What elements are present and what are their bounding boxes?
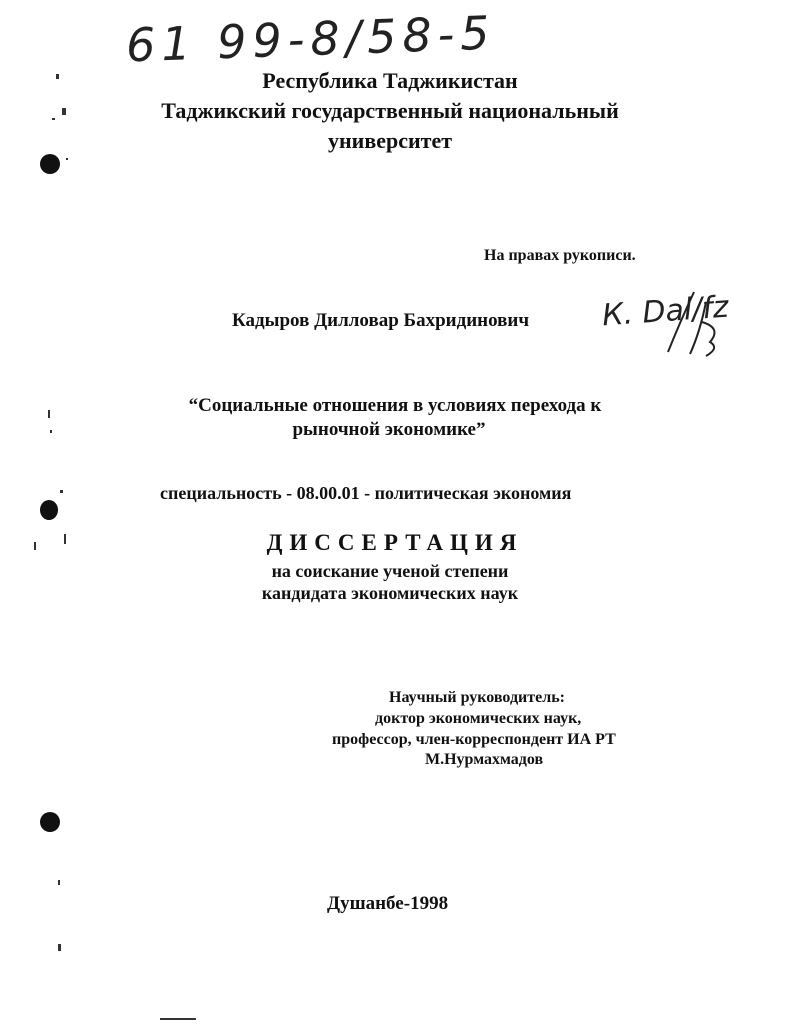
supervisor-degree: доктор экономических наук, <box>375 710 582 727</box>
punch-hole-mark <box>40 500 58 520</box>
supervisor-name: М.Нурмахмадов <box>425 751 544 768</box>
specialty-line: специальность - 08.00.01 - политическая экономия <box>160 483 572 503</box>
place-and-year: Душанбе-1998 <box>327 893 449 914</box>
thesis-title-line2: рыночной экономике” <box>292 419 486 440</box>
university-name-line1: Таджикский государственный национальный <box>161 98 619 123</box>
scan-speck <box>50 430 52 433</box>
scan-speck <box>60 490 63 493</box>
document-type-heading: ДИССЕРТАЦИЯ <box>266 530 524 555</box>
author-signature: К. Dal/fz <box>600 289 730 334</box>
scan-speck <box>48 410 50 418</box>
thesis-title <box>120 394 670 442</box>
scan-speck <box>56 74 59 79</box>
signature-flourish <box>660 282 730 362</box>
thesis-title-line1: “Социальные отношения в условиях перехода к <box>188 395 602 416</box>
scan-speck <box>58 880 60 885</box>
university-name-line2: университет <box>327 128 453 153</box>
scan-speck <box>160 1018 196 1020</box>
archive-number-handwritten: 61 99-8/58-5 <box>125 5 497 73</box>
scan-speck <box>58 944 61 951</box>
supervisor-position: профессор, член-корреспондент ИА РТ <box>332 731 616 748</box>
supervisor-label: Научный руководитель: <box>389 689 565 706</box>
scan-speck <box>52 118 55 120</box>
author-name: Кадыров Дилловар Бахридинович <box>232 310 530 331</box>
scan-speck <box>66 158 68 160</box>
punch-hole-mark <box>40 154 60 174</box>
degree-line2: кандидата экономических наук <box>261 583 519 603</box>
degree-line1: на соискание ученой степени <box>271 561 509 581</box>
header-block <box>120 66 660 156</box>
scan-speck <box>64 534 66 544</box>
country-name: Республика Таджикистан <box>262 68 518 93</box>
degree-block <box>200 560 580 604</box>
scan-speck <box>62 108 66 115</box>
scan-speck <box>34 542 36 550</box>
manuscript-rights-note: На правах рукописи. <box>484 247 636 264</box>
punch-hole-mark <box>40 812 60 832</box>
